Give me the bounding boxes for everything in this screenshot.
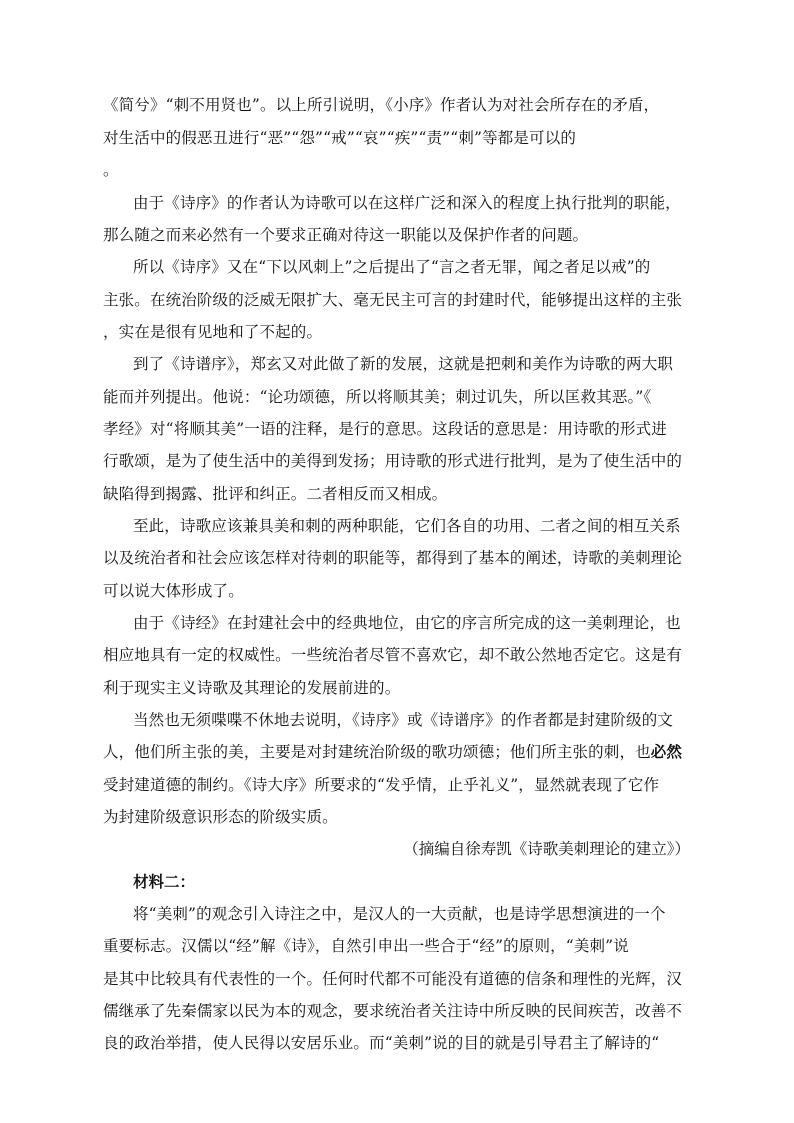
text-line: 由于《诗序》的作者认为诗歌可以在这样广泛和深入的程度上执行批判的职能， xyxy=(133,194,681,212)
text-line: 儒继承了先秦儒家以民为本的观念，要求统治者关注诗中所反映的民间疾苦，改善不 xyxy=(103,1002,683,1020)
text-line: 孝经》对“将顺其美”一语的注释，是行的意思。这段话的意思是：用诗歌的形式进 xyxy=(103,420,667,438)
text-line: 可以说大体形成了。 xyxy=(103,582,244,600)
source-citation: （摘编自徐寿凯《诗歌美刺理论的建立》） xyxy=(403,840,690,858)
text-line: 那么随之而来必然有一个要求正确对待这一职能以及保护作者的问题。 xyxy=(103,226,589,244)
text-line xyxy=(103,742,688,762)
text-line: 将“美刺”的观念引入诗注之中，是汉人的一大贡献，也是诗学思想演进的一个 xyxy=(133,905,666,923)
text-line: ，实在是很有见地和了不起的。 xyxy=(103,323,323,341)
bold-text: 必然 xyxy=(650,742,683,761)
text-line: 缺陷得到揭露、批评和纠正。二者相反而又相成。 xyxy=(103,485,448,503)
text-line: 能而并列提出。他说：“论功颂德，所以将顺其美；刺过讥失，所以匡救其恶。”《 xyxy=(103,388,652,406)
text-line: 良的政治举措，使人民得以安居乐业。而“美刺”说的目的就是引导君主了解诗的“ xyxy=(103,1034,660,1052)
text-line: 重要标志。汉儒以“经”解《诗》，自然引申出一些合于“经”的原则，“美刺”说 xyxy=(103,937,629,955)
text-span: 人，他们所主张的美，主要是对封建统治阶级的歌功颂德；他们所主张的刺，也 xyxy=(103,743,651,761)
text-line: 主张。在统治阶级的泛威无限扩大、毫无民主可言的封建时代，能够提出这样的主张 xyxy=(103,291,683,309)
text-line: 对生活中的假恶丑进行“恶”“怨”“戒”“哀”“疾”“责”“刺”等都是可以的 xyxy=(103,129,576,147)
text-line: 行歌颂，是为了使生活中的美得到发扬；用诗歌的形式进行批判，是为了使生活中的 xyxy=(103,452,683,470)
text-line: 。 xyxy=(103,161,119,179)
text-line: 到了《诗谱序》，郑玄又对此做了新的发展，这就是把刺和美作为诗歌的两大职 xyxy=(133,355,674,373)
text-line: 相应地具有一定的权威性。一些统治者尽管不喜欢它，却不敢公然地否定它。这是有 xyxy=(103,646,683,664)
text-line: 利于现实主义诗歌及其理论的发展前进的。 xyxy=(103,679,401,697)
section-heading: 材料二： xyxy=(133,872,196,891)
text-line: 为封建阶级意识形态的阶级实质。 xyxy=(103,808,338,826)
text-line: 是其中比较具有代表性的一个。任何时代都不可能没有道德的信条和理性的光辉，汉 xyxy=(103,970,683,988)
text-line: 受封建道德的制约。《诗大序》所要求的“发乎情，止乎礼义”，显然就表现了它作 xyxy=(103,776,660,794)
text-line: 由于《诗经》在封建社会中的经典地位，由它的序言所完成的这一美刺理论，也 xyxy=(133,614,681,632)
text-line: 以及统治者和社会应该怎样对待刺的职能等，都得到了基本的阐述，诗歌的美刺理论 xyxy=(103,549,683,567)
text-line: 当然也无须喋喋不休地去说明，《诗序》或《诗谱序》的作者都是封建阶级的文 xyxy=(133,711,674,729)
text-line: 《简兮》“刺不用贤也”。以上所引说明，《小序》作者认为对社会所存在的矛盾， xyxy=(103,96,660,114)
text-line: 至此，诗歌应该兼具美和刺的两种职能，它们各自的功用、二者之间的相互关系 xyxy=(133,517,681,535)
text-line: 所以《诗序》又在“下以风刺上”之后提出了“言之者无罪，闻之者足以戒”的 xyxy=(133,258,651,276)
